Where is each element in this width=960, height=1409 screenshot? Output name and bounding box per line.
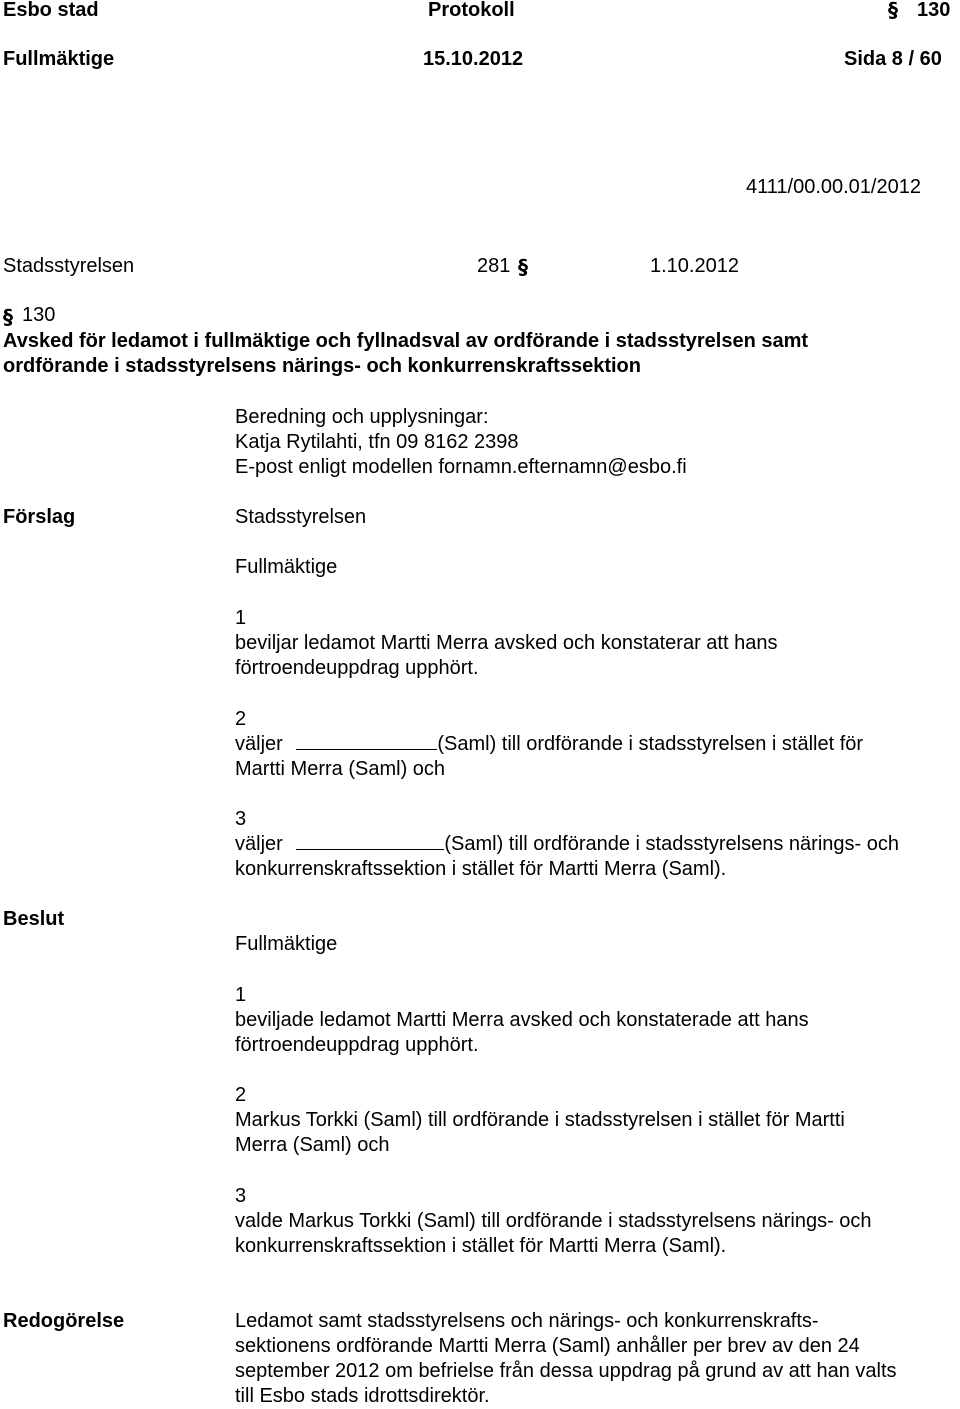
- proposal-point-2-line2: Martti Merra (Saml) och: [235, 758, 446, 780]
- account-line4: till Esbo stads idrottsdirektör.: [235, 1385, 490, 1407]
- prior-date: 1.10.2012: [650, 255, 739, 277]
- prior-body: Stadsstyrelsen: [3, 255, 135, 277]
- decision-point-2-number: 2: [235, 1084, 247, 1106]
- prior-section: 281: [477, 255, 511, 277]
- proposal-point-3-rest: (Saml) till ordförande i stadsstyrelsens närings- och: [444, 833, 899, 855]
- account-line3: september 2012 om befrielse från dessa uppdrag på grund av att han valts: [235, 1360, 897, 1382]
- proposal-point-1-number: 1: [235, 607, 247, 629]
- proposal-from: Stadsstyrelsen: [235, 506, 367, 528]
- prior-section-sign: §: [518, 255, 528, 279]
- meeting-date: 15.10.2012: [423, 48, 524, 70]
- decision-point-2-line1: Markus Torkki (Saml) till ordförande i stadsstyrelsen i stället för Martti: [235, 1109, 845, 1131]
- decision-point-3-number: 3: [235, 1185, 247, 1207]
- proposal-point-3-line1: [235, 832, 899, 857]
- section-sign: §: [888, 0, 898, 22]
- proposal-point-3-number: 3: [235, 808, 247, 830]
- decision-point-1-line2: förtroendeuppdrag upphört.: [235, 1034, 479, 1056]
- item-title-line1: Avsked för ledamot i fullmäktige och fyllnadsval av ordförande i stadsstyrelsen samt: [3, 330, 809, 352]
- proposal-point-2-rest: (Saml) till ordförande i stadsstyrelsen i stället för: [437, 733, 864, 755]
- header-body: Fullmäktige: [3, 48, 115, 70]
- proposal-heading: Förslag: [3, 506, 76, 528]
- proposal-point-2-verb: väljer: [235, 733, 283, 755]
- account-heading: Redogörelse: [3, 1310, 125, 1332]
- item-title-line2: ordförande i stadsstyrelsens närings- och konkurrenskraftssektion: [3, 355, 641, 377]
- proposal-to: Fullmäktige: [235, 556, 338, 578]
- proposal-point-3-line2: konkurrenskraftssektion i stället för Martti Merra (Saml).: [235, 858, 727, 880]
- item-section-sign: §: [3, 305, 13, 329]
- prep-contact: Katja Rytilahti, tfn 09 8162 2398: [235, 431, 519, 453]
- page-number: Sida 8 / 60: [844, 48, 942, 70]
- header-section-number: 130: [917, 0, 951, 21]
- decision-point-1-line1: beviljade ledamot Martti Merra avsked och konstaterade att hans: [235, 1009, 809, 1031]
- decision-body: Fullmäktige: [235, 933, 338, 955]
- doc-type: Protokoll: [428, 0, 515, 21]
- proposal-point-2-number: 2: [235, 708, 247, 730]
- prep-label: Beredning och upplysningar:: [235, 406, 489, 428]
- account-line1: Ledamot samt stadsstyrelsens och närings- och konkurrenskrafts-: [235, 1310, 819, 1332]
- org-name: Esbo stad: [3, 0, 99, 21]
- proposal-point-3-blank: [296, 833, 444, 850]
- decision-point-2-line2: Merra (Saml) och: [235, 1134, 390, 1156]
- account-line2: sektionens ordförande Martti Merra (Saml) anhåller per brev av den 24: [235, 1335, 860, 1357]
- proposal-point-2-line1: [235, 732, 863, 757]
- decision-heading: Beslut: [3, 908, 65, 930]
- prep-email: E-post enligt modellen fornamn.efternamn@esbo.fi: [235, 456, 687, 478]
- item-number: 130: [22, 304, 56, 326]
- proposal-point-3-verb: väljer: [235, 833, 283, 855]
- case-number: 4111/00.00.01/2012: [746, 176, 921, 198]
- proposal-point-1-line1: beviljar ledamot Martti Merra avsked och konstaterar att hans: [235, 632, 778, 654]
- decision-point-3-line1: valde Markus Torkki (Saml) till ordförande i stadsstyrelsens närings- och: [235, 1210, 872, 1232]
- decision-point-1-number: 1: [235, 984, 247, 1006]
- proposal-point-1-line2: förtroendeuppdrag upphört.: [235, 657, 479, 679]
- proposal-point-2-blank: [296, 733, 437, 750]
- decision-point-3-line2: konkurrenskraftssektion i stället för Martti Merra (Saml).: [235, 1235, 727, 1257]
